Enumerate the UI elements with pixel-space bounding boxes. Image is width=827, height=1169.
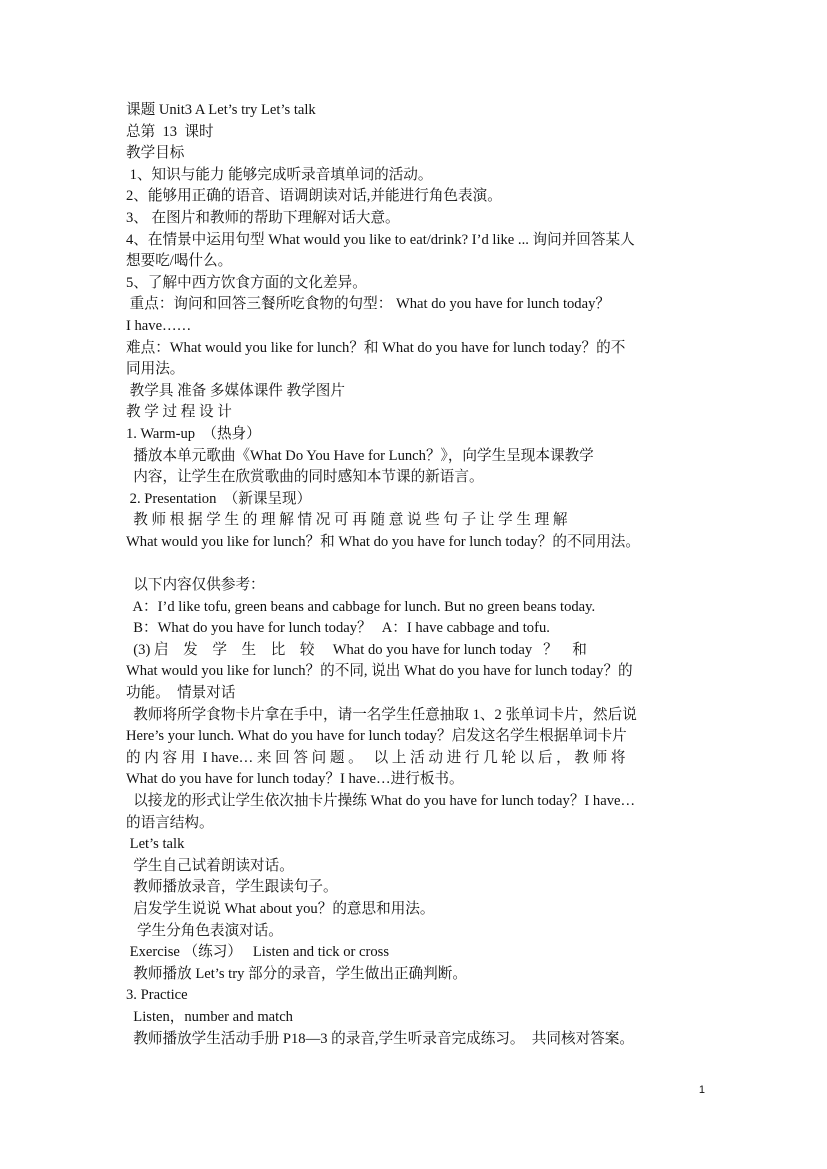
warmup-heading: 1. Warm-up （热身） [126, 425, 261, 442]
warmup-text-cont: 内容，让学生在欣赏歌曲的同时感知本节课的新语言。 [126, 469, 484, 486]
blank-line [126, 553, 706, 575]
presentation-heading: 2. Presentation （新课呈现） [126, 490, 312, 507]
compare-text: (3) 启 发 学 生 比 较 What do you have for lunch today ？ 和 [126, 641, 587, 658]
scene-text: 的 内 容 用 I have… 来 回 答 问 题 。 以 上 活 动 进 行 几 轮 以 后 ， 教 师 将 [126, 749, 626, 766]
talk-step: 启发学生说说 What about you？的意思和用法。 [126, 900, 435, 917]
lesson-period: 总第 13 课时 [126, 123, 214, 140]
objective-item: 想要吃/喝什么。 [126, 253, 233, 270]
objectives-heading: 教学目标 [126, 145, 185, 162]
difficult-point-cont: 同用法。 [126, 361, 185, 378]
reference-label: 以下内容仅供参考： [126, 577, 265, 594]
practice-text: 教师播放学生活动手册 P18—3 的录音,学生听录音完成练习。 共同核对答案。 [126, 1030, 634, 1047]
scene-text: 教师将所学食物卡片拿在手中，请一名学生任意抽取 1、2 张单词卡片，然后说 [126, 706, 637, 723]
difficult-point: 难点：What would you like for lunch？和 What do you have for lunch today？的不 [126, 339, 626, 356]
objective-item: 1、知识与能力 能够完成听录音填单词的活动。 [126, 166, 433, 183]
presentation-text: 教 师 根 据 学 生 的 理 解 情 况 可 再 随 意 说 些 句 子 让 学 生 理 解 [126, 512, 568, 529]
practice-subheading: Listen，number and match [126, 1008, 293, 1025]
talk-step: 学生分角色表演对话。 [126, 922, 283, 939]
exercise-heading: Exercise （练习） Listen and tick or cross [126, 944, 390, 961]
talk-step: 教师播放录音，学生跟读句子。 [126, 879, 338, 896]
objective-item: 2、能够用正确的语音、语调朗读对话,并能进行角色表演。 [126, 188, 502, 205]
practice-heading: 3. Practice [126, 987, 188, 1004]
exercise-text: 教师播放 Let’s try 部分的录音，学生做出正确判断。 [126, 965, 467, 982]
page-number: 1 [698, 1084, 705, 1096]
objective-item: 3、 在图片和教师的帮助下理解对话大意。 [126, 209, 400, 226]
talk-heading: Let’s talk [126, 836, 185, 853]
key-point: 重点：询问和回答三餐所吃食物的句型： What do you have for lunch today？ [126, 296, 610, 313]
lesson-title: 课题 Unit3 A Let’s try Let’s talk [126, 102, 316, 118]
process-heading: 教 学 过 程 设 计 [126, 404, 232, 421]
compare-text-end: 功能。 情景对话 [126, 685, 236, 702]
compare-text-cont: What would you like for lunch？的不同, 说出 What do you have for lunch today？的 [126, 663, 633, 680]
chain-text-cont: 的语言结构。 [126, 814, 214, 831]
presentation-text-cont: What would you like for lunch？和 What do you have for lunch today？的不同用法。 [126, 533, 640, 550]
objective-item: 4、在情景中运用句型 What would you like to eat/drink? I’d like ... 询问并回答某人 [126, 231, 635, 248]
key-point-cont: I have…… [126, 317, 192, 334]
dialogue-b: B：What do you have for lunch today？ A：I have cabbage and tofu. [126, 620, 550, 637]
scene-text: Here’s your lunch. What do you have for lunch today？启发这名学生根据单词卡片 [126, 728, 627, 745]
objective-item: 5、了解中西方饮食方面的文化差异。 [126, 274, 367, 291]
materials: 教学具 准备 多媒体课件 教学图片 [126, 382, 345, 399]
talk-step: 学生自己试着朗读对话。 [126, 857, 294, 874]
warmup-text: 播放本单元歌曲《What Do You Have for Lunch？》，向学生呈现本课教学 [126, 447, 594, 464]
scene-text: What do you have for lunch today？I have…进行板书。 [126, 771, 464, 788]
dialogue-a: A：I’d like tofu, green beans and cabbage for lunch. But no green beans today. [126, 598, 596, 615]
document-body [126, 100, 706, 1050]
chain-text: 以接龙的形式让学生依次抽卡片操练 What do you have for lunch today？I have… [126, 793, 636, 809]
